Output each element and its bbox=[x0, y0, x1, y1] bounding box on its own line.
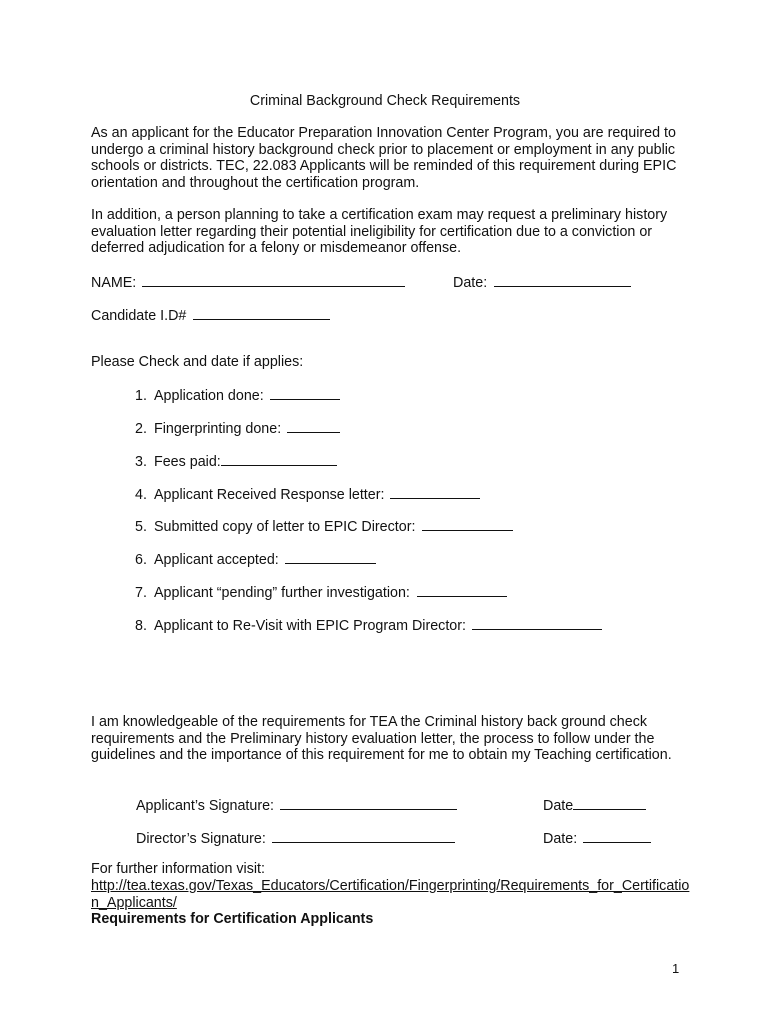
candidate-id-row bbox=[91, 306, 330, 325]
checklist-item-pending: 7. Applicant “pending” further investigation: bbox=[135, 583, 507, 602]
check-instruction: Please Check and date if applies: bbox=[91, 354, 304, 370]
checklist-item-response-letter: 4. Applicant Received Response letter: bbox=[135, 485, 480, 504]
checklist-item-accepted: 6. Applicant accepted: bbox=[135, 550, 376, 569]
applicant-date-label: Date bbox=[543, 798, 574, 814]
intro-paragraph: As an applicant for the Educator Preparation Innovation Center Program, you are required to undergo a criminal history background check prior to placement or employment in any public schools or districts. TEC, 22.083 Applicants will be reminded of this requirement during EPIC orientation and throughout the certification program. bbox=[91, 125, 677, 191]
date-row bbox=[453, 273, 631, 292]
director-date-label: Date: bbox=[543, 831, 578, 847]
accepted-field[interactable] bbox=[285, 550, 376, 564]
acknowledgement-paragraph: I am knowledgeable of the requirements for TEA the Criminal history back ground check requirements and the Preliminary history evaluation letter, the process to follow under the guidelines and the importance of this requirement for me to obtain my Teaching certification. bbox=[91, 714, 672, 763]
response-letter-field[interactable] bbox=[390, 485, 480, 499]
checklist-item-revisit: 8. Applicant to Re-Visit with EPIC Program Director: bbox=[135, 616, 602, 635]
fees-paid-field[interactable] bbox=[221, 452, 337, 466]
candidate-id-field[interactable] bbox=[193, 306, 330, 320]
tea-requirements-link[interactable]: http://tea.texas.gov/Texas_Educators/Certification/Fingerprinting/Requirements_for_Certification_Applicants/ bbox=[91, 878, 690, 911]
candidate-id-label: Candidate I.D# bbox=[91, 308, 187, 324]
applicant-signature-label: Applicant’s Signature: bbox=[136, 798, 275, 814]
page-number: 1 bbox=[672, 961, 680, 976]
name-label: NAME: bbox=[91, 275, 137, 291]
name-row bbox=[91, 273, 405, 292]
checklist-item-fees: 3. Fees paid: bbox=[135, 452, 337, 471]
date-field[interactable] bbox=[494, 273, 631, 287]
fingerprinting-done-field[interactable] bbox=[287, 419, 340, 433]
director-date-row bbox=[543, 829, 651, 848]
preliminary-evaluation-paragraph: In addition, a person planning to take a certification exam may request a preliminary history evaluation letter regarding their potential ineligibility for certification due to a conviction or deferred adjudication for a felony or misdemeanor offense. bbox=[91, 207, 668, 256]
director-signature-label: Director’s Signature: bbox=[136, 831, 266, 847]
director-signature-row bbox=[136, 829, 455, 848]
checklist-item-fingerprinting: 2. Fingerprinting done: bbox=[135, 419, 340, 438]
name-field[interactable] bbox=[142, 273, 405, 287]
revisit-field[interactable] bbox=[472, 616, 602, 630]
submitted-copy-field[interactable] bbox=[422, 517, 513, 531]
applicant-date-field[interactable] bbox=[573, 796, 646, 810]
applicant-signature-row bbox=[136, 796, 457, 815]
further-info-label: For further information visit: bbox=[91, 861, 265, 877]
application-done-field[interactable] bbox=[270, 386, 340, 400]
checklist-item-submitted-copy: 5. Submitted copy of letter to EPIC Director: bbox=[135, 517, 513, 536]
director-signature-field[interactable] bbox=[272, 829, 455, 843]
document-title: Criminal Background Check Requirements bbox=[249, 93, 521, 109]
director-date-field[interactable] bbox=[583, 829, 651, 843]
applicant-signature-field[interactable] bbox=[280, 796, 457, 810]
applicant-date-row bbox=[543, 796, 646, 815]
pending-field[interactable] bbox=[417, 583, 507, 597]
date-label: Date: bbox=[453, 275, 488, 291]
checklist-item-application: 1. Application done: bbox=[135, 386, 340, 405]
link-caption: Requirements for Certification Applicants bbox=[91, 911, 374, 927]
